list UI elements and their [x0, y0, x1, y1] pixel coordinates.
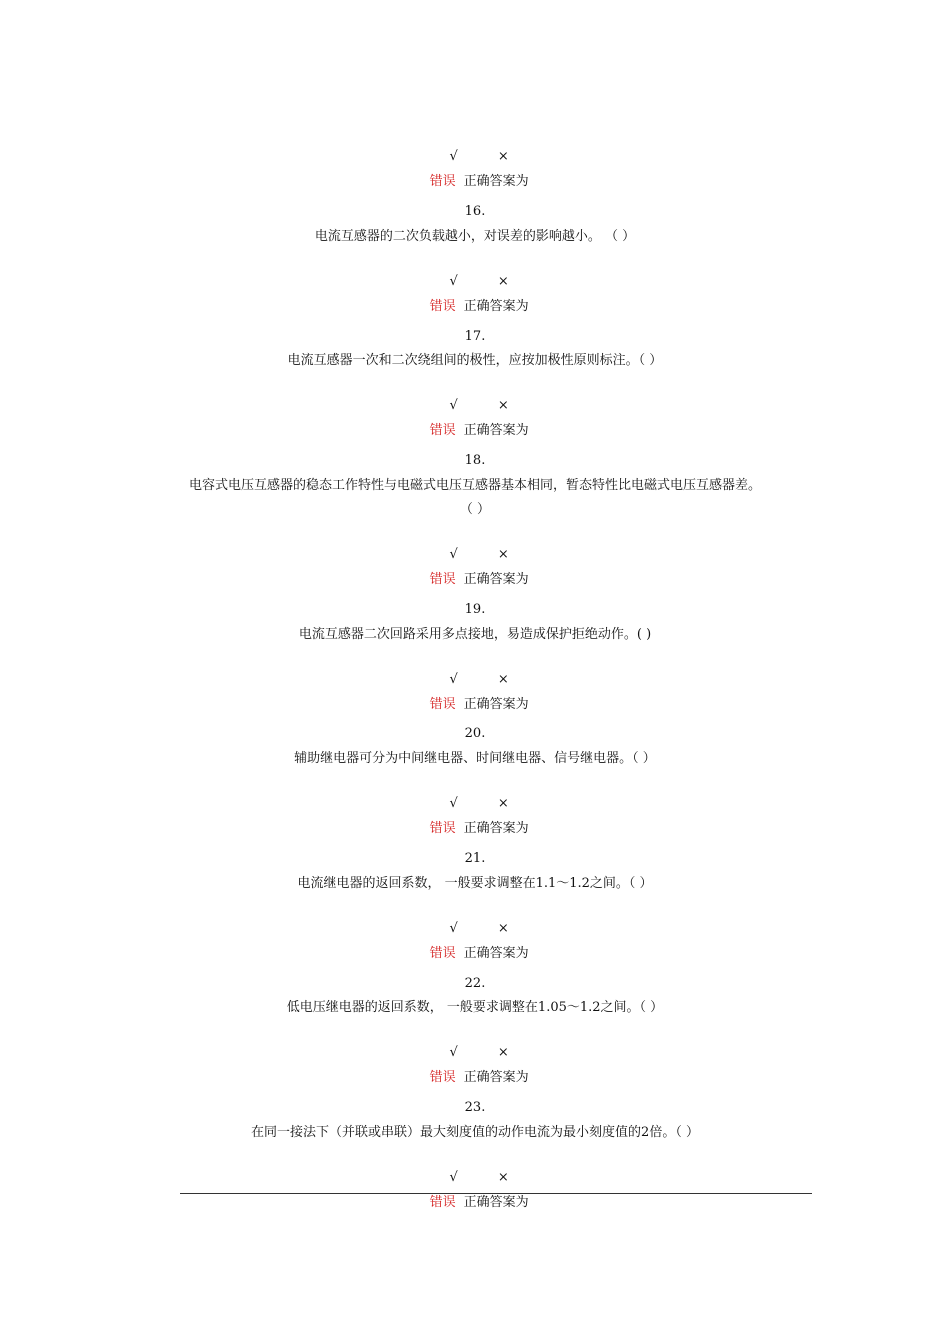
false-option[interactable]: ×	[497, 921, 509, 936]
answer-options	[0, 525, 950, 562]
true-option[interactable]: √	[449, 149, 458, 164]
false-option[interactable]: ×	[497, 1170, 509, 1185]
question-number: 17.	[464, 329, 486, 344]
answer-result	[0, 924, 950, 961]
true-option[interactable]: √	[449, 547, 458, 562]
answer-result	[0, 1173, 950, 1210]
correct-answer-label: 正确答案为	[463, 1070, 529, 1085]
question-text: 电容式电压互感器的稳态工作特性与电磁式电压互感器基本相同，暂态特性比电磁式电压互感器差。	[188, 478, 761, 493]
true-option[interactable]: √	[449, 1170, 458, 1185]
question-number: 22.	[464, 976, 486, 991]
answer-options	[0, 1023, 950, 1060]
wrong-label: 错误	[429, 1195, 456, 1210]
false-option[interactable]: ×	[497, 398, 509, 413]
true-option[interactable]: √	[449, 398, 458, 413]
answer-result	[0, 675, 950, 712]
answer-options	[0, 376, 950, 413]
question-text: 电流互感器一次和二次绕组间的极性，应按加极性原则标注。（ ）	[287, 353, 663, 368]
answer-result	[0, 799, 950, 836]
answer-options	[0, 774, 950, 811]
answer-options	[0, 650, 950, 687]
correct-answer-label: 正确答案为	[463, 697, 529, 712]
wrong-label: 错误	[429, 572, 456, 587]
question-number: 18.	[464, 453, 486, 468]
true-option[interactable]: √	[449, 921, 458, 936]
false-option[interactable]: ×	[497, 1045, 509, 1060]
question-number: 20.	[464, 726, 486, 741]
wrong-label: 错误	[429, 1070, 456, 1085]
true-option[interactable]: √	[449, 1045, 458, 1060]
answer-options	[0, 1148, 950, 1185]
question-text: 电流互感器二次回路采用多点接地，易造成保护拒绝动作。( )	[298, 627, 652, 642]
correct-answer-label: 正确答案为	[463, 423, 529, 438]
true-option[interactable]: √	[449, 796, 458, 811]
true-option[interactable]: √	[449, 274, 458, 289]
answer-result	[0, 1048, 950, 1085]
question-text: 电流继电器的返回系数， 一般要求调整在1.1～1.2之间。（ ）	[297, 876, 653, 891]
question-number: 16.	[464, 204, 486, 219]
footer-divider	[180, 1193, 812, 1194]
answer-options	[0, 127, 950, 164]
wrong-label: 错误	[429, 299, 456, 314]
false-option[interactable]: ×	[497, 672, 509, 687]
question-number: 21.	[464, 851, 486, 866]
question-text: 低电压继电器的返回系数， 一般要求调整在1.05～1.2之间。（ ）	[286, 1000, 664, 1015]
question-text: 辅助继电器可分为中间继电器、时间继电器、信号继电器。（ ）	[294, 751, 656, 766]
answer-options	[0, 252, 950, 289]
false-option[interactable]: ×	[497, 547, 509, 562]
question-number: 19.	[464, 602, 486, 617]
correct-answer-label: 正确答案为	[463, 572, 529, 587]
wrong-label: 错误	[429, 821, 456, 836]
wrong-label: 错误	[429, 423, 456, 438]
wrong-label: 错误	[429, 697, 456, 712]
wrong-label: 错误	[429, 174, 456, 189]
correct-answer-label: 正确答案为	[463, 174, 529, 189]
question-text: 电流互感器的二次负载越小，对误差的影响越小。 （ ）	[314, 229, 636, 244]
answer-result	[0, 401, 950, 438]
answer-result	[0, 550, 950, 587]
answer-result	[0, 277, 950, 314]
false-option[interactable]: ×	[497, 796, 509, 811]
correct-answer-label: 正确答案为	[463, 1195, 529, 1210]
question-number: 23.	[464, 1100, 486, 1115]
question-text: 在同一接法下（并联或串联）最大刻度值的动作电流为最小刻度值的2倍。（ ）	[251, 1125, 699, 1140]
false-option[interactable]: ×	[497, 274, 509, 289]
answer-options	[0, 899, 950, 936]
false-option[interactable]: ×	[497, 149, 509, 164]
correct-answer-label: 正确答案为	[463, 821, 529, 836]
answer-result	[0, 152, 950, 189]
question-text-continued: （ ）	[459, 502, 491, 517]
correct-answer-label: 正确答案为	[463, 946, 529, 961]
correct-answer-label: 正确答案为	[463, 299, 529, 314]
true-option[interactable]: √	[449, 672, 458, 687]
wrong-label: 错误	[429, 946, 456, 961]
